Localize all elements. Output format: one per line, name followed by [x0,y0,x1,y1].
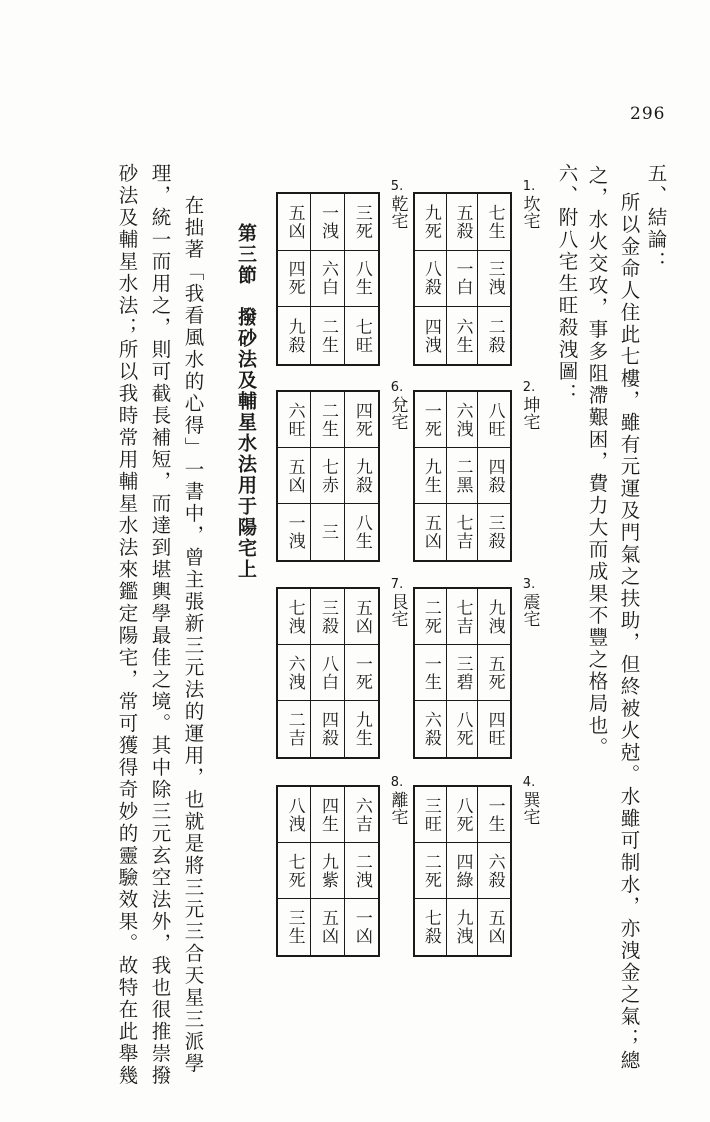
chart-2-name: 坤宅 [519,396,540,430]
chart-5-cell: 四死 [278,251,311,308]
section-line-2: 理，統一而用之，則可截長補短，而達到堪輿學最佳之境。其中除三元玄空法外，我也很推崇撥 [148,163,172,1087]
chart-1-cell: 六生 [447,307,479,364]
chart-7-cell: 四殺 [311,701,344,757]
chart-1-name: 坎宅 [519,195,540,229]
chart-3-cell: 一生 [415,645,447,701]
chart-4-cell: 三旺 [415,787,447,843]
conclusion-line-2: 之，水火交攻，事多阻滯艱困，費力大而成果不豐之格局也。 [585,165,609,759]
chart-6-grid [276,390,380,562]
chart-1-cell: 五殺 [447,194,479,251]
chart-2-cell: 五凶 [415,504,447,560]
chart-7-name: 艮宅 [387,593,408,627]
chart-8-title [384,776,410,825]
chart-2-grid [413,390,512,562]
chart-3-cell: 四旺 [484,711,505,747]
chart-5-cell: 二生 [311,307,344,364]
chart-8-grid [276,785,380,957]
chart-1-cell: 七生 [478,194,510,251]
chart-2-cell: 九生 [415,448,447,504]
chart-7-number: 7. [390,577,404,592]
chart-8-number: 8. [390,775,404,790]
chart-1-cell: 一白 [447,251,479,308]
chart-1-cell: 八殺 [415,251,447,308]
chart-5-name: 乾宅 [387,195,408,229]
chart-6-title [384,381,410,430]
chart-4-title [516,776,542,825]
chart-4-cell: 五凶 [484,909,505,945]
chart-2-title [516,381,542,430]
chart-2-cell: 八旺 [478,392,510,448]
chart-6-number: 6. [390,380,404,395]
chart-5-cell: 七旺 [351,317,372,354]
chart-5-cell: 六白 [311,251,344,308]
conclusion-heading: 五、結論： [644,163,668,273]
chart-4-grid [413,785,512,957]
page-number: 296 [630,104,666,124]
chart-3-number: 3. [522,577,536,592]
chart-3-name: 震宅 [519,593,540,627]
chart-2-cell: 七吉 [447,504,479,560]
section-line-1: 在拙著「我看風水的心得」一書中，曾主張新三元法的運用，也就是將三元三合天星三派學 [181,195,205,1075]
section-line-3: 砂法及輔星水法；所以我時常用輔星水法來鑑定陽宅，常可獲得奇妙的靈驗效果。故特在此舉幾 [115,163,139,1087]
chart-6-cell: 三 [311,504,344,560]
chart-6-cell: 九殺 [345,448,378,504]
chart-4-cell: 一生 [478,787,510,843]
chart-4-cell: 六殺 [478,843,510,899]
chart-7-grid [276,587,380,759]
chart-3-grid [413,587,512,759]
chart-5-number: 5. [390,179,404,194]
chart-1-number: 1. [522,179,536,194]
chart-5-title [384,180,410,229]
chart-4-cell: 九洩 [447,899,479,955]
chart-3-cell: 三碧 [447,645,479,701]
chart-8-cell: 三生 [278,899,311,955]
chart-1-cell: 二殺 [484,317,505,354]
chart-6-cell: 一洩 [278,504,311,560]
chart-7-cell: 八白 [311,645,344,701]
chart-6-cell: 八生 [351,514,372,550]
chart-1-cell: 四洩 [415,307,447,364]
chart-6-cell: 七赤 [311,448,344,504]
chart-4-cell: 二死 [415,843,447,899]
chart-8-cell: 二洩 [345,843,378,899]
chart-3-cell: 七吉 [447,589,479,645]
chart-5-cell: 五凶 [278,194,311,251]
chart-8-cell: 六吉 [345,787,378,843]
chart-3-cell: 九洩 [478,589,510,645]
chart-5-cell: 九殺 [278,307,311,364]
chart-7-cell: 七洩 [278,589,311,645]
chart-7-cell: 五凶 [345,589,378,645]
chart-3-cell: 二死 [415,589,447,645]
chart-3-cell: 六殺 [415,701,447,757]
chart-2-cell: 四殺 [478,448,510,504]
chart-8-cell: 四生 [311,787,344,843]
chart-6-cell: 五凶 [278,448,311,504]
chart-2-number: 2. [522,380,536,395]
chart-3-cell: 五死 [478,645,510,701]
chart-7-title [384,578,410,627]
chart-5-cell: 三死 [345,194,378,251]
chart-6-cell: 二生 [311,392,344,448]
chart-1-grid [413,192,512,366]
chart-4-cell: 四綠 [447,843,479,899]
chart-5-cell: 八生 [345,251,378,308]
section-heading: 第三節 撥砂法及輔星水法用于陽宅上 [235,223,257,580]
chart-4-cell: 八死 [447,787,479,843]
chart-4-cell: 七殺 [415,899,447,955]
chart-8-cell: 八洩 [278,787,311,843]
chart-8-cell: 一凶 [351,909,372,945]
chart-7-cell: 三殺 [311,589,344,645]
chart-7-cell: 二吉 [278,701,311,757]
chart-6-name: 兌宅 [387,396,408,430]
chart-8-cell: 五凶 [311,899,344,955]
chart-7-cell: 九生 [351,711,372,747]
chart-3-title [516,578,542,627]
chart-8-name: 離宅 [387,791,408,825]
chart-8-cell: 九紫 [311,843,344,899]
chart-2-cell: 三殺 [484,514,505,550]
chart-6-cell: 四死 [345,392,378,448]
chart-4-number: 4. [522,775,536,790]
chart-4-name: 巽宅 [519,791,540,825]
chart-2-cell: 二黑 [447,448,479,504]
chart-7-cell: 一死 [345,645,378,701]
chart-3-cell: 八死 [447,701,479,757]
chart-2-cell: 一死 [415,392,447,448]
chart-7-cell: 六洩 [278,645,311,701]
chart-1-cell: 九死 [415,194,447,251]
chart-1-title [516,180,542,229]
chart-8-cell: 七死 [278,843,311,899]
appendix-heading: 六、附八宅生旺殺洩圖： [555,163,579,405]
chart-5-cell: 一洩 [311,194,344,251]
chart-2-cell: 六洩 [447,392,479,448]
chart-1-cell: 三洩 [478,251,510,308]
chart-6-cell: 六旺 [278,392,311,448]
chart-5-grid [276,192,380,366]
conclusion-line-1: 所以金命人住此七樓，雖有元運及門氣之扶助，但終被火尅。水雖可制水，亦洩金之氣；總 [617,192,641,1072]
